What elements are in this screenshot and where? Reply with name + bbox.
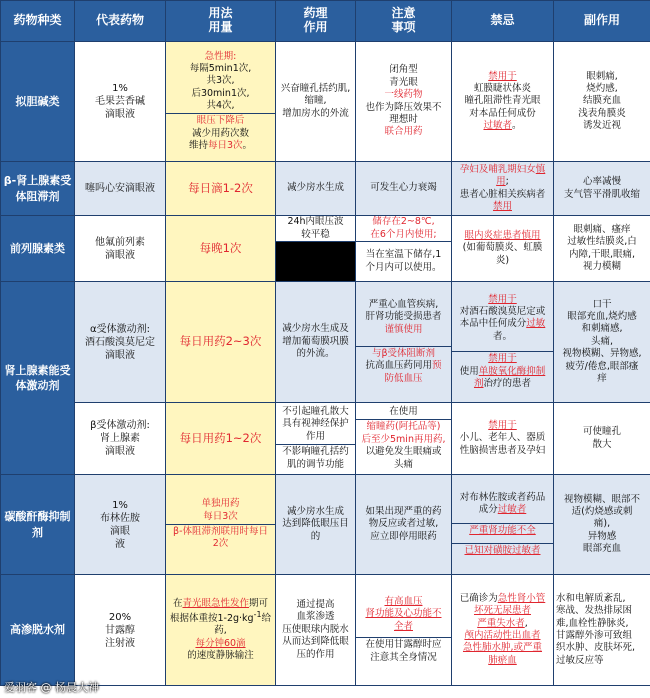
contraindication-cell: 对布林佐胺或者药品 成分过敏者 严重肾功能不全 已知对磺胺过敏者 [452, 475, 554, 575]
category-cell: 肾上腺素能受体激动剂 [1, 282, 75, 475]
drug-cell: 20% 甘露醇 注射液 [75, 575, 166, 686]
pharmacology-cell: 减少房水生成及 增加葡萄膜巩膜 的外流。 [276, 282, 356, 403]
pharmacology-cell: 减少房水生成 [276, 162, 356, 216]
notes-cell: 严重心血管疾病, 肝肾功能受损患者 谨慎使用 与β受体阻断剂 抗高血压药同用预 防低血压 [356, 282, 452, 403]
side-effect-cell: 水和电解质紊乱, 寒战、发热排尿困 难,血栓性静脉炎, 甘露醇外渗可致组 织水肿、皮肤坏死, 过敏反应等 [554, 575, 650, 686]
dose-cell: 在青光眼急性发作期可 根据体重按$1-2g\cdot kg^{-1}$给 药, 每分钟60滴 的速度静脉输注 [166, 575, 276, 686]
pharmacology-cell: 通过提高 血浆渗透 压使眼球内脱水 从而达到降低眼 压的作用 [276, 575, 356, 686]
dose-cell: 每日用药2~3次 [166, 282, 276, 403]
notes-cell: 在使用 缩瞳药(阿托品等) 后至少5min再用药, 以避免发生眼痛或 头痛 [356, 403, 452, 475]
side-effect-cell: 眼刺痛, 烧灼感, 结膜充血 浅表角膜炎 诱发近视 [554, 42, 650, 162]
table-row [1, 42, 650, 162]
notes-cell: 储存在2~8℃, 在6个月内使用; [356, 216, 452, 242]
category-cell: 高渗脱水剂 [1, 575, 75, 686]
dose-cell: 急性期: 每隔5min1次, 共3次, 后30min1次, 共4次, 眼压下降后 减少用药次数 维持每日3次。 [166, 42, 276, 162]
header-category: 药物种类 [1, 1, 75, 42]
category-cell: 前列腺素类 [1, 216, 75, 282]
pharmacology-cell: 减少房水生成 达到降低眼压目 的 [276, 475, 356, 575]
dose-cell: 每日滴1-2次 [166, 162, 276, 216]
drug-cell: β受体激动剂: 肾上腺素 滴眼液 [75, 403, 166, 475]
header-drug: 代表药物 [75, 1, 166, 42]
drug-cell: 1% 布林佐胺 滴眼 液 [75, 475, 166, 575]
header-notes: 注意 事项 [356, 1, 452, 42]
table-row [1, 575, 650, 686]
contraindication-cell: 已确诊为急性肾小管 坏死无尿患者 严重失水者, 颅内活动性出血者 急性肺水肿,或严重 肺瘀血 [452, 575, 554, 686]
drug-cell: 噻吗心安滴眼液 [75, 162, 166, 216]
contraindication-cell: 眼内炎症患者慎用 (如葡萄膜炎、虹膜 炎) [452, 216, 554, 282]
contraindication-cell: 禁用于 虹膜睫状体炎 瞳孔阻滞性青光眼 对本品任何成份 过敏者。 [452, 42, 554, 162]
dose-cell: 单独用药 每日3次 β-体阻滞剂联用时每日 2次 [166, 475, 276, 575]
side-effect-cell: 眼刺痛、瘙痒 过敏性结膜炎,白 内障,干眼,眼痛, 视力模糊 [554, 216, 650, 282]
dose-cell: 每晚1次 [166, 216, 276, 282]
pharmacology-cell: 24h内眼压波 较平稳 [276, 216, 356, 242]
header-contraindications: 禁忌 [452, 1, 554, 42]
notes-cell: 闭角型 青光眼 一线药物 也作为降压效果不 理想时 联合用药 [356, 42, 452, 162]
contraindication-cell: 孕妇及哺乳期妇女慎用; 患者心脏相关疾病者 禁用 [452, 162, 554, 216]
notes-cell: 有高血压 肾功能及心功能不 全者 在使用甘露醇时应 注意其全身情况 [356, 575, 452, 686]
header-side-effects: 副作用 [554, 1, 650, 42]
drug-cell: α受体激动剂: 酒石酸溴莫尼定 滴眼液 [75, 282, 166, 403]
category-cell: 拟胆碱类 [1, 42, 75, 162]
drug-cell: 1% 毛果芸香碱 滴眼液 [75, 42, 166, 162]
side-effect-cell: 可使瞳孔 散大 [554, 403, 650, 475]
table-row [1, 216, 650, 242]
side-effect-cell: 口干 眼部充血,烧灼感 和刺痛感, 头痛, 视物模糊、异物感, 疲劳/倦怠,眼部瘙 痒 [554, 282, 650, 403]
pharmacology-cell: 不引起瞳孔散大 具有视神经保护 作用 不影响瞳孔括约 肌的调节功能 [276, 403, 356, 475]
table-row [1, 162, 650, 216]
table-row [1, 475, 650, 575]
side-effect-cell: 心率减慢 支气管平滑肌收缩 [554, 162, 650, 216]
contraindication-cell: 禁用于 对酒石酸溴莫尼定或 本品中任何成分过敏 者。 禁用于 使用单胺氧化酶抑制 剂治疗的患者 [452, 282, 554, 403]
side-effect-cell: 视物模糊、眼部不 适(灼烧感或刺 痛), 异物感 眼部充血 [554, 475, 650, 575]
contraindication-cell: 禁用于 小儿、老年人、器质 性脑损害患者及孕妇 [452, 403, 554, 475]
redacted-cell [276, 242, 356, 282]
notes-cell: 如果出现严重的药 物反应或者过敏, 应立即停用眼药 [356, 475, 452, 575]
table-row [1, 403, 650, 475]
watermark: 爱羽客 @ 杨晨大神 [4, 681, 99, 694]
category-cell: 碳酸酐酶抑制剂 [1, 475, 75, 575]
header-pharmacology: 药理 作用 [276, 1, 356, 42]
notes-cell: 当在室温下储存,1 个月内可以使用。 [356, 242, 452, 282]
table-row [1, 282, 650, 403]
drug-cell: 他氟前列素 滴眼液 [75, 216, 166, 282]
header-row [1, 1, 650, 42]
pharmacology-cell: 兴奋瞳孔括约肌, 缩瞳, 增加房水的外流 [276, 42, 356, 162]
header-dose: 用法 用量 [166, 1, 276, 42]
notes-cell: 可发生心力衰竭 [356, 162, 452, 216]
dose-cell: 每日用药1~2次 [166, 403, 276, 475]
category-cell: β-肾上腺素受体阻滞剂 [1, 162, 75, 216]
